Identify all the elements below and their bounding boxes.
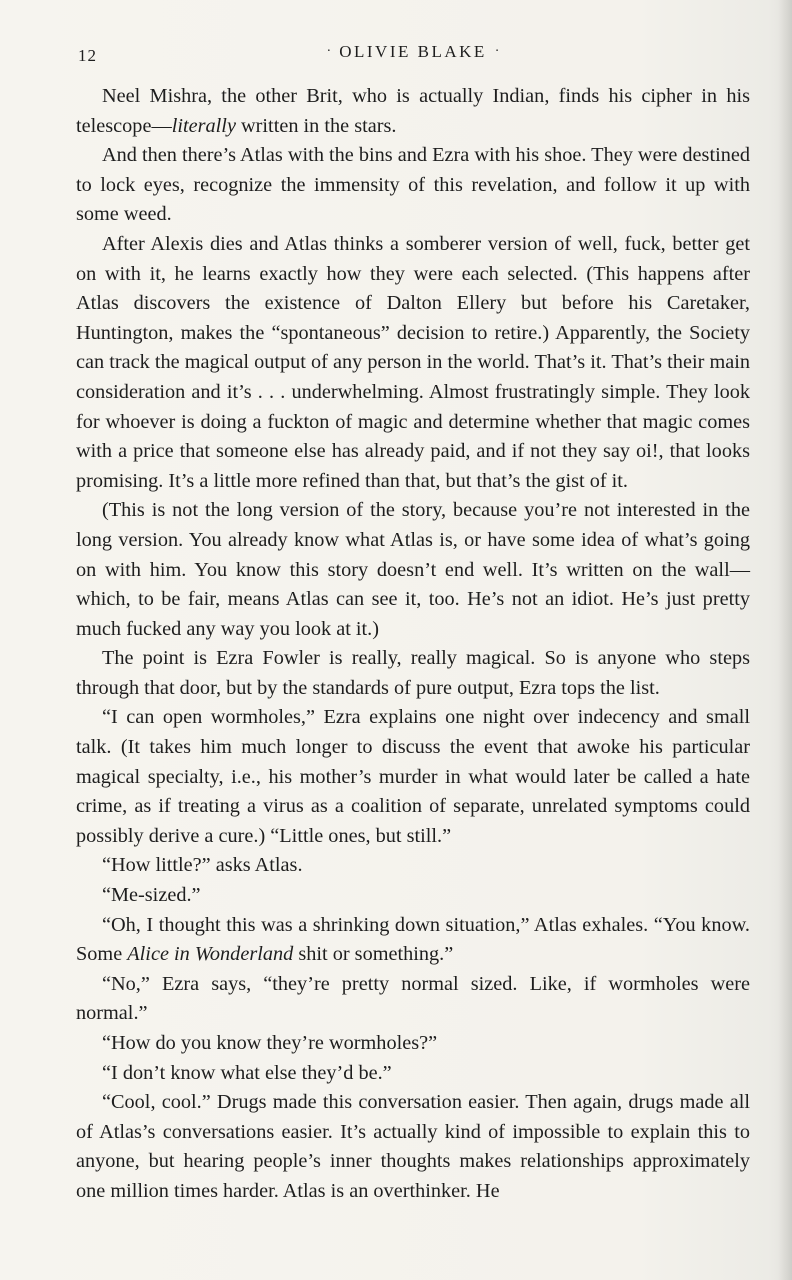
paragraph bbox=[76, 230, 750, 496]
paragraph-text: “How do you know they’re wormholes?” bbox=[102, 1032, 438, 1054]
body-text bbox=[76, 82, 750, 1207]
paragraph bbox=[76, 141, 750, 230]
paragraph-text: (This is not the long version of the story, because you’re not interested in the long version. You already know what Atlas is, or have some idea of what’s going on with him. You know this story doesn’t end well. It’s written on the wall—which, to be fair, means Atlas can see it, too. He’s not an idiot. He’s just pretty much fucked any way you look at it.) bbox=[76, 499, 750, 640]
paragraph bbox=[76, 644, 750, 703]
page-number: 12 bbox=[78, 46, 97, 65]
header-ornament-right: · bbox=[494, 44, 500, 59]
header-ornament-left: · bbox=[326, 44, 332, 59]
page-edge-shadow bbox=[778, 0, 792, 1280]
paragraph bbox=[76, 1088, 750, 1206]
paragraph-text: “I don’t know what else they’d be.” bbox=[102, 1061, 392, 1084]
paragraph bbox=[76, 881, 750, 911]
paragraph-text: And then there’s Atlas with the bins and Ezra with his shoe. They were destined to lock eyes, recognize the immensity of this revelation, and follow it up with some weed. bbox=[76, 144, 750, 226]
paragraph bbox=[76, 496, 750, 644]
paragraph-text: “Oh, I thought this was a shrinking down situation,” Atlas exhales. “You know. Some bbox=[76, 913, 750, 966]
paragraph-text: “How little?” asks Atlas. bbox=[102, 854, 303, 877]
paragraph-text: “No,” Ezra says, “they’re pretty normal sized. Like, if wormholes were normal.” bbox=[76, 972, 750, 1025]
paragraph-text: written in the stars. bbox=[235, 114, 397, 137]
paragraph-text: “Cool, cool.” Drugs made this conversation easier. Then again, drugs made all of Atlas’s conversations easier. It’s actually kind of impossible to explain this to anyone, but hearing people’s inner thoughts makes relationships approximately one million times harder. Atlas is an overthinker. He bbox=[76, 1091, 750, 1202]
paragraph bbox=[76, 82, 750, 141]
italic-text: literally bbox=[171, 114, 236, 137]
paragraph-text: shit or something.” bbox=[293, 943, 454, 966]
paragraph-text: “I can open wormholes,” Ezra explains one night over indecency and small talk. (It takes him much longer to discuss the event that awoke his particular magical specialty, i.e., his mother’s murder in what would later be called a hate crime, as if treating a virus as a coalition of separate, unrelated symptoms could possibly derive a cure.) “Little ones, but still.” bbox=[76, 706, 750, 847]
paragraph-text: The point is Ezra Fowler is really, really magical. So is anyone who steps through that door, but by the standards of pure output, Ezra tops the list. bbox=[76, 647, 750, 699]
paragraph bbox=[76, 970, 750, 1029]
paragraph bbox=[76, 1059, 750, 1089]
paragraph-text: After Alexis dies and Atlas thinks a somberer version of well, fuck, better get on with it, he learns exactly how they were each selected. (This happens after Atlas discovers the existence of Dalton Ellery but before his Caretaker, Huntington, makes the “spontaneous” decision to retire.) Apparently, the Society can track the magical output of any person in the world. That’s it. That’s their main consideration and it’s . . . underwhelming. Almost frustratingly simple. They look for whoever is doing a fuckton of magic and determine whether that magic comes with a price that someone else has already paid, and if not they say oi!, that looks promising. It’s a little more refined than that, but that’s the gist of it. bbox=[76, 232, 750, 492]
running-head bbox=[78, 42, 748, 70]
paragraph bbox=[76, 851, 750, 881]
running-title bbox=[78, 42, 748, 62]
italic-text: Alice in Wonderland bbox=[127, 943, 294, 966]
paragraph bbox=[76, 703, 750, 851]
paragraph bbox=[76, 911, 750, 970]
paragraph bbox=[76, 1029, 750, 1059]
author-name: OLIVIE BLAKE bbox=[339, 42, 487, 61]
paragraph-text: Neel Mishra, the other Brit, who is actually Indian, finds his cipher in his telescope— bbox=[76, 85, 750, 137]
paragraph-text: “Me-sized.” bbox=[102, 884, 201, 907]
